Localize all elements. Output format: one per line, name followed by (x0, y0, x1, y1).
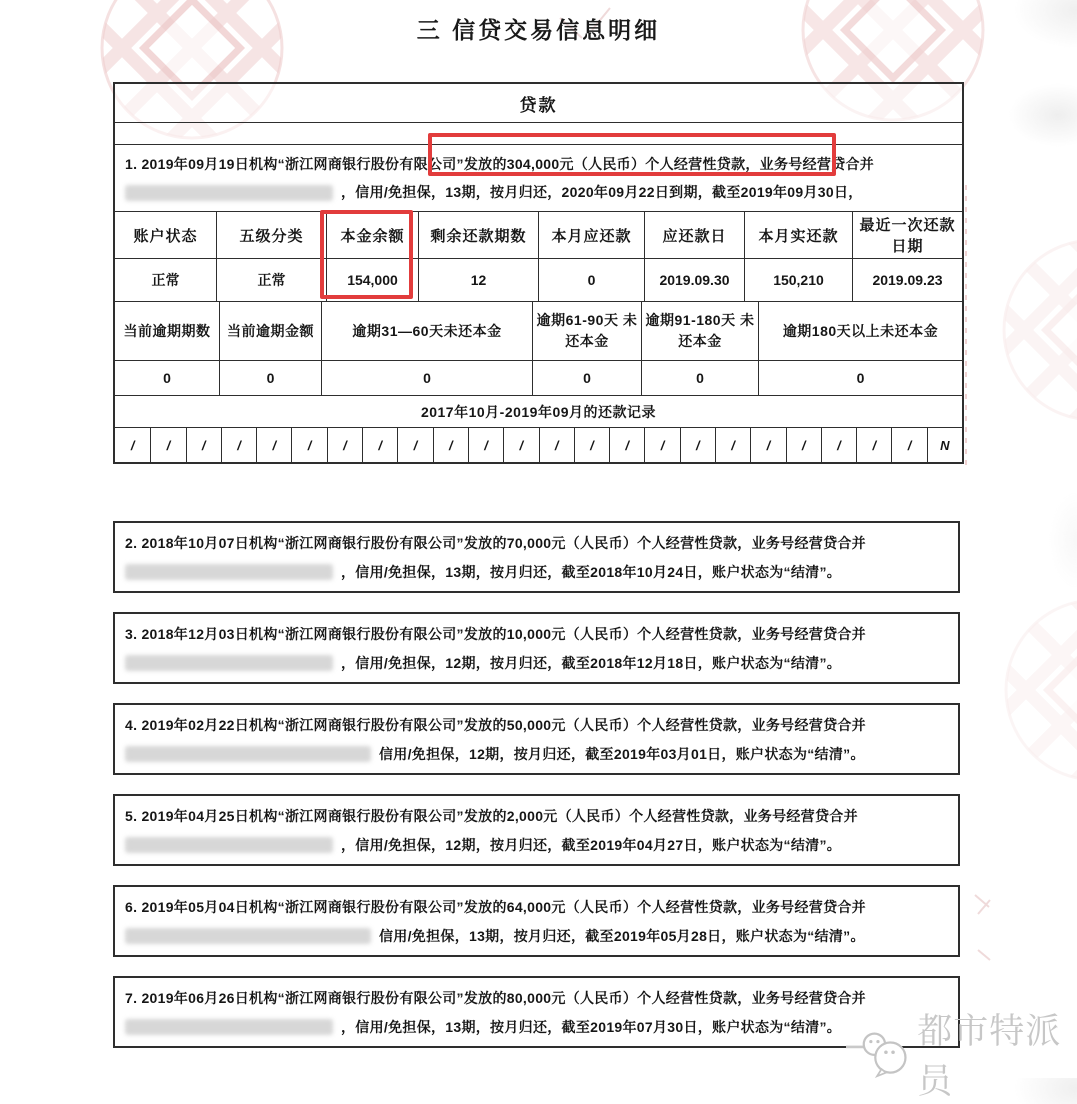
redacted-business-number (125, 928, 371, 944)
repayment-month-cell: / (362, 428, 397, 462)
section-header-loans: 贷款 (115, 84, 962, 123)
repayment-month-cell: / (680, 428, 715, 462)
status-value-cell: 正常 (216, 259, 326, 301)
loan-item-5 (113, 794, 960, 866)
status-column-header: 本月应还款 (538, 212, 644, 258)
overdue-value-cell: 0 (219, 361, 321, 395)
overdue-table-header-row (115, 301, 962, 360)
status-column-header: 本月实还款 (744, 212, 852, 258)
overdue-column-header: 逾期180天以上未还本金 (758, 302, 962, 360)
repayment-month-cell: / (609, 428, 644, 462)
overdue-column-header: 当前逾期金额 (219, 302, 321, 360)
repayment-month-cell: / (433, 428, 468, 462)
repayment-month-cell: / (327, 428, 362, 462)
redacted-business-number (125, 837, 333, 853)
watermark-logo-icon (846, 1025, 915, 1083)
overdue-column-header: 逾期91-180天 未还本金 (641, 302, 758, 360)
loan-item-7 (113, 976, 960, 1048)
repayment-month-cell: / (186, 428, 221, 462)
page-title: 三 信贷交易信息明细 (416, 17, 661, 43)
overdue-value-cell: 0 (532, 361, 641, 395)
seal-stamp-right-lower (966, 560, 1077, 820)
loan-item-line2: 信用/免担保，12期，按月归还，截至2019年03月01日，账户状态为“结清”。 (379, 746, 865, 762)
loan-item-line2: ，信用/免担保，13期，按月归还，截至2019年07月30日，账户状态为“结清”。 (341, 1019, 842, 1035)
settled-loans-list (113, 521, 960, 1067)
status-table-header-row (115, 211, 962, 258)
repayment-month-cell: / (856, 428, 891, 462)
loan-item-line1: 2. 2018年10月07日机构“浙江网商银行股份有限公司”发放的70,000元（人民币）个人经营性贷款，业务号经营贷合并 (125, 535, 866, 551)
status-column-header: 应还款日 (644, 212, 744, 258)
redacted-business-number (125, 185, 333, 201)
status-value-cell: 12 (418, 259, 538, 301)
redacted-business-number (125, 746, 371, 762)
loan-item-line1: 7. 2019年06月26日机构“浙江网商银行股份有限公司”发放的80,000元（人民币）个人经营性贷款，业务号经营贷合并 (125, 990, 866, 1006)
redacted-business-number (125, 564, 333, 580)
repayment-month-cell: N (927, 428, 962, 462)
repayment-month-cell: / (130, 437, 135, 453)
loan-item-line2: ，信用/免担保，12期，按月归还，截至2019年04月27日，账户状态为“结清”。 (341, 837, 842, 853)
seal-stamp-right-middle (964, 200, 1077, 460)
repayment-month-cell: / (574, 428, 609, 462)
loan-item-3 (113, 612, 960, 684)
status-value-cell: 0 (538, 259, 644, 301)
watermark-text: 都市特派员 (917, 1012, 1062, 1101)
repayment-month-cell: / (503, 428, 538, 462)
loan-item-line1: 6. 2019年05月04日机构“浙江网商银行股份有限公司”发放的64,000元（人民币）个人经营性贷款，业务号经营贷合并 (125, 899, 866, 915)
repayment-month-cell: / (221, 428, 256, 462)
status-value-cell: 2019.09.23 (852, 259, 962, 301)
overdue-table-value-row (115, 360, 962, 395)
repayment-month-cell: / (715, 428, 750, 462)
repayment-record-row (115, 427, 962, 462)
status-table-value-row (115, 258, 962, 301)
status-column-header: 账户状态 (133, 227, 198, 245)
repayment-month-cell: / (891, 428, 926, 462)
status-value-cell: 2019.09.30 (644, 259, 744, 301)
loan1-line1-prefix: 1. 2019年09月19日机构“浙江网商银行股份有限公司” (125, 156, 464, 172)
loan-item-6 (113, 885, 960, 957)
repayment-month-cell: / (786, 428, 821, 462)
redacted-business-number (125, 1019, 333, 1035)
overdue-value-cell: 0 (758, 361, 962, 395)
status-column-header: 最近一次还款日期 (852, 212, 962, 258)
status-value-cell: 154,000 (326, 259, 418, 301)
repayment-month-cell: / (468, 428, 503, 462)
loan-item-line1: 3. 2018年12月03日机构“浙江网商银行股份有限公司”发放的10,000元（人民币）个人经营性贷款，业务号经营贷合并 (125, 626, 866, 642)
loan-item-line2: ，信用/免担保，12期，按月归还，截至2018年12月18日，账户状态为“结清”。 (341, 655, 842, 671)
annotation-box-principal-balance (320, 210, 413, 299)
status-value-cell: 150,210 (744, 259, 852, 301)
status-column-header: 剩余还款期数 (418, 212, 538, 258)
repayment-month-cell: / (291, 428, 326, 462)
loan-item-4 (113, 703, 960, 775)
loan1-line2: ，信用/免担保，13期，按月归还，2020年09月22日到期，截至2019年09月30日， (341, 184, 863, 200)
redacted-business-number (125, 655, 333, 671)
loan-item-line1: 4. 2019年02月22日机构“浙江网商银行股份有限公司”发放的50,000元（人民币）个人经营性贷款，业务号经营贷合并 (125, 717, 866, 733)
overdue-value-cell: 0 (641, 361, 758, 395)
overdue-column-header: 当前逾期期数 (123, 322, 211, 339)
loan-item-2 (113, 521, 960, 593)
loan-item-line2: ，信用/免担保，13期，按月归还，截至2018年10月24日，账户状态为“结清”。 (341, 564, 842, 580)
repayment-month-cell: / (644, 428, 679, 462)
loan-item-line2: 信用/免担保，13期，按月归还，截至2019年05月28日，账户状态为“结清”。 (379, 928, 865, 944)
loan1-line1-highlight: 发放的304,000元（人民币）个人经营性贷款，业务号经营贷合并 (463, 156, 875, 172)
repayment-month-cell: / (397, 428, 432, 462)
status-column-header: 本金余额 (326, 212, 418, 258)
status-column-header: 五级分类 (216, 212, 326, 258)
repayment-month-cell: / (150, 428, 185, 462)
overdue-value-cell: 0 (321, 361, 532, 395)
repayment-month-cell: / (256, 428, 291, 462)
repayment-month-cell: / (821, 428, 856, 462)
overdue-column-header: 逾期61-90天 未还本金 (532, 302, 641, 360)
repayment-month-cell: / (539, 428, 574, 462)
loan-item-line1: 5. 2019年04月25日机构“浙江网商银行股份有限公司”发放的2,000元（人民币）个人经营性贷款，业务号经营贷合并 (125, 808, 858, 824)
watermark (846, 1004, 1077, 1104)
repayment-record-title: 2017年10月-2019年09月的还款记录 (115, 395, 962, 427)
overdue-value-cell: 0 (163, 370, 171, 386)
repayment-month-cell: / (750, 428, 785, 462)
overdue-column-header: 逾期31—60天未还本金 (321, 302, 532, 360)
annotation-box-loan-amount (428, 133, 836, 176)
status-value-cell: 正常 (151, 272, 180, 288)
